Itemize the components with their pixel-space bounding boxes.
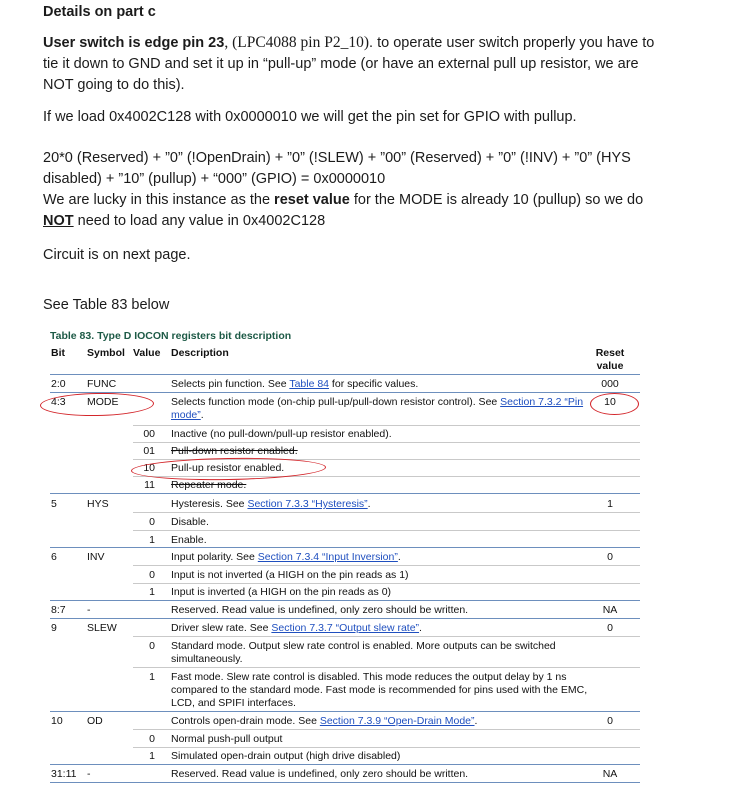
row-description: Standard mode. Output slew rate control is enabled. More outputs can be switched simultaneously. bbox=[171, 640, 556, 665]
row-bit: 6 bbox=[51, 551, 57, 563]
slew-rate-link[interactable]: Section 7.3.7 “Output slew rate” bbox=[271, 622, 420, 634]
need-load-text: need to load any value in 0x4002C128 bbox=[73, 213, 326, 229]
reset-value-bold: reset value bbox=[274, 192, 350, 208]
paragraph-circuit: Circuit is on next page. bbox=[43, 247, 191, 263]
paragraph-see-table: See Table 83 below bbox=[43, 297, 170, 313]
reset-value-annotation bbox=[590, 393, 639, 415]
page-heading: Details on part c bbox=[43, 4, 156, 20]
row-description: Normal push-pull output bbox=[171, 733, 283, 745]
row-description: Controls open-drain mode. See Section 7.3.9 “Open-Drain Mode”. bbox=[171, 715, 478, 727]
table84-link[interactable]: Table 84 bbox=[289, 378, 330, 390]
row-symbol: INV bbox=[87, 551, 105, 563]
lucky-text: We are lucky in this instance as the bbox=[43, 192, 275, 208]
row-description: Selects pin function. See Table 84 for specific values. bbox=[171, 378, 419, 390]
row-bit: 8:7 bbox=[51, 604, 66, 616]
row-description: Driver slew rate. See Section 7.3.7 “Output slew rate”. bbox=[171, 622, 422, 634]
row-bit: 4:3 bbox=[51, 396, 66, 408]
row-reset: 0 bbox=[607, 551, 613, 563]
table-caption: Table 83. Type D IOCON registers bit description bbox=[50, 330, 292, 342]
row-bit: 2:0 bbox=[51, 378, 66, 390]
row-description: Selects function mode (on-chip pull-up/pull-down resistor control). See Section 7.3.2 “Pin mode”. bbox=[171, 396, 584, 421]
bits-line1: 20*0 (Reserved) + ”0” (!OpenDrain) + ”0” (!SLEW) + ”00” (Reserved) + ”0” (!INV) + ”0” (HYS bbox=[43, 150, 631, 166]
row-value: 0 bbox=[149, 569, 155, 581]
row-description: Input polarity. See Section 7.3.4 “Input Inversion”. bbox=[171, 551, 401, 563]
pullup-annotation bbox=[131, 456, 326, 481]
row-value: 11 bbox=[144, 479, 155, 491]
row-description: Enable. bbox=[171, 534, 207, 546]
row-description: Input is inverted (a HIGH on the pin reads as 0) bbox=[171, 586, 392, 598]
row-description: Inactive (no pull-down/pull-up resistor enabled). bbox=[171, 428, 392, 440]
row-value: 0 bbox=[149, 516, 155, 528]
row-reset: 0 bbox=[607, 622, 613, 634]
row-description: Reserved. Read value is undefined, only zero should be written. bbox=[171, 768, 469, 780]
row-value: 0 bbox=[149, 733, 155, 745]
row-reset: 10 bbox=[604, 396, 616, 408]
header-reset: Reset bbox=[595, 347, 625, 359]
bits-line2: disabled) + ”10” (pullup) + “000” (GPIO) = 0x0000010 bbox=[43, 171, 386, 187]
row-reset: 0 bbox=[607, 715, 613, 727]
header-description: Description bbox=[171, 347, 229, 359]
row-symbol: HYS bbox=[87, 498, 109, 510]
row-description: Input is not inverted (a HIGH on the pin reads as 1) bbox=[171, 569, 409, 581]
header-reset-value: value bbox=[596, 360, 624, 372]
not-underlined: NOT bbox=[43, 213, 74, 229]
row-description: Hysteresis. See Section 7.3.3 “Hysteresis”. bbox=[171, 498, 371, 510]
row-description: Simulated open-drain output (high drive disabled) bbox=[171, 750, 401, 762]
row-symbol: - bbox=[87, 768, 91, 780]
row-bit: 5 bbox=[51, 498, 57, 510]
para1-rest: . to operate user switch properly you have to bbox=[369, 35, 655, 51]
row-value: 1 bbox=[149, 750, 155, 762]
row-description: Disable. bbox=[171, 516, 209, 528]
row-reset: 1 bbox=[607, 498, 613, 510]
row-bit: 10 bbox=[51, 715, 63, 727]
row-value: 10 bbox=[143, 462, 155, 474]
header-symbol: Symbol bbox=[87, 347, 125, 359]
row-symbol: - bbox=[87, 604, 91, 616]
paragraph-load: If we load 0x4002C128 with 0x0000010 we will get the pin set for GPIO with pullup. bbox=[43, 109, 577, 125]
row-symbol: MODE bbox=[87, 396, 119, 408]
row-description: Reserved. Read value is undefined, only zero should be written. bbox=[171, 604, 469, 616]
row-value: 01 bbox=[143, 445, 155, 457]
input-inversion-link[interactable]: Section 7.3.4 “Input Inversion” bbox=[257, 551, 398, 563]
row-reset: NA bbox=[602, 604, 618, 616]
row-value: 1 bbox=[149, 671, 155, 683]
row-value: 0 bbox=[149, 640, 155, 652]
row-bit: 9 bbox=[51, 622, 57, 634]
header-value: Value bbox=[133, 347, 161, 359]
paragraph-user-switch bbox=[43, 32, 693, 96]
row-reset: NA bbox=[602, 768, 618, 780]
row-symbol: SLEW bbox=[87, 622, 117, 634]
open-drain-link[interactable]: Section 7.3.9 “Open-Drain Mode” bbox=[319, 715, 475, 727]
user-switch-bold: User switch is edge pin 23 bbox=[43, 35, 225, 51]
row-description: Repeater mode. bbox=[171, 479, 247, 491]
row-symbol: OD bbox=[87, 715, 103, 727]
para1-line2: tie it down to GND and set it up in “pull-up” mode (or have an external pull up resistor, we are bbox=[43, 56, 639, 72]
row-value: 1 bbox=[149, 534, 155, 546]
pin-mode-link[interactable]: Section 7.3.2 “Pin mode” bbox=[171, 396, 584, 421]
pin-reference: , (LPC4088 pin P2_10) bbox=[224, 34, 370, 51]
row-value: 00 bbox=[143, 428, 155, 440]
row-description: Pull-down resistor enabled. bbox=[171, 445, 298, 457]
row-description: Fast mode. Slew rate control is disabled. This mode reduces the output delay by 1 ns compared to the standard mode. Fast mode is recommended for pins used with the EMC, LCD, and SPIFI interfaces. bbox=[171, 671, 588, 709]
row-bit: 31:11 bbox=[51, 768, 77, 780]
row-symbol: FUNC bbox=[87, 378, 117, 390]
para1-line3: NOT going to do this). bbox=[43, 77, 185, 93]
row-description: Pull-up resistor enabled. bbox=[171, 462, 285, 474]
header-bit: Bit bbox=[51, 347, 65, 359]
lucky-text-end: for the MODE is already 10 (pullup) so we do bbox=[349, 192, 644, 208]
paragraph-bits bbox=[43, 148, 693, 232]
row-value: 1 bbox=[149, 586, 155, 598]
row-reset: 000 bbox=[601, 378, 619, 390]
hysteresis-link[interactable]: Section 7.3.3 “Hysteresis” bbox=[247, 498, 368, 510]
